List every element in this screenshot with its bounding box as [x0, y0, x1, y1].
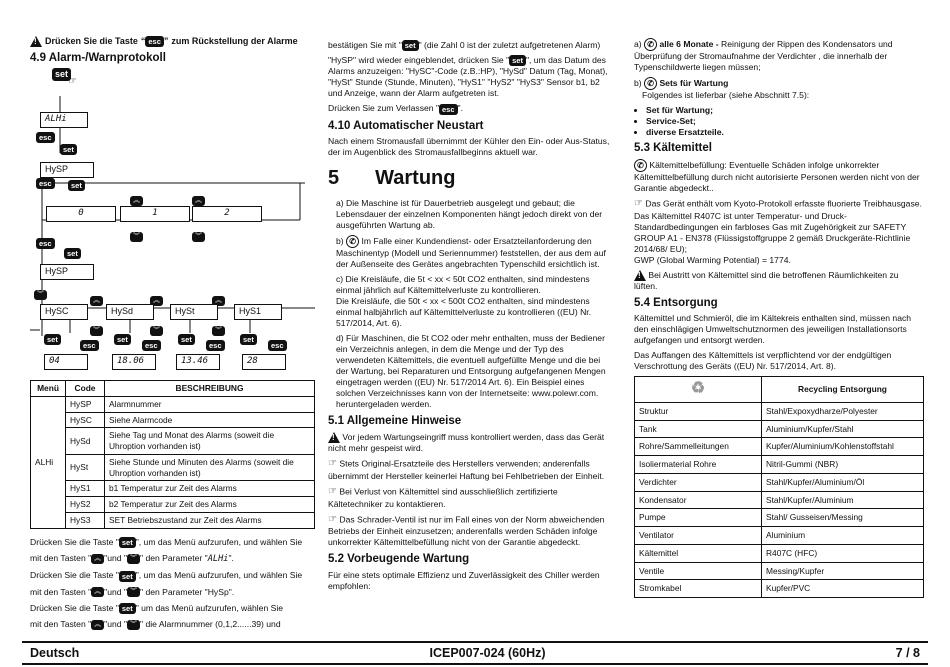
phone-service-icon: ✆ [644, 38, 657, 51]
hand-pointer-icon: ☞ [328, 513, 337, 525]
lcd-hys1-value: 28 [242, 354, 286, 370]
table-header: Recycling Entsorgung [762, 377, 924, 402]
set-key-icon: set [178, 334, 195, 345]
esc-key-icon: esc [142, 340, 161, 351]
set-key-icon: set [44, 334, 61, 345]
up-arrow-key-icon: ︽ [91, 554, 104, 564]
section-5-4-heading: 5.4 Entsorgung [634, 296, 718, 309]
table-row: Struktur Stahl/Expoxydharze/Polyester [635, 402, 924, 420]
set-key-icon: set [402, 40, 419, 51]
hand-pointer-icon: ☞ [328, 485, 337, 497]
table-row: Stromkabel Kupfer/PVC [635, 580, 924, 598]
set-key-icon: set [240, 334, 257, 345]
column-3: a) ✆ alle 6 Monate - Reinigung der Rippen des Kondensators und Überprüfung der Stromaufnahme der Verdichter , die innerhalb der Typenschildwerte liegen müssen; b) ✆ Sets für Wartung Folgendes ist lieferbar (siehe Abschnitt 7.5): • Set für Wartung; • Service-Set; • diverse Ersatzteile. 5.3 Kältemittel ✆ Kältemittelbefüllung: Eventuelle Schäden infolge unkorrekter Kältemittelbefüllung durch nicht autorisierte Personen werden nicht von der Garantie abgedeckt.. ☞ Das Gerät enthält vom Kyoto-Protokoll erfasste fluorierte Treibhausgase. Das Kältemittel R407C ist unter Temperatur- und Druck-Standardbedingungen ein farbloses Gas mit Zugehörigkeit zur SAFETY GROUP A1 - EN378 (Flüssigstoffgruppe 2 gemäß Druckgeräte-Richtlinie 2014/68/ EU); GWP (Global Warming Potential) = 1774. ! Bei Austritt von Kältemittel sind die betroffenen Räumlichkeiten zu lüften. 5.4 Entsorgung Kältemittel und Schmieröl, die im Kältekreis enthalten sind, müssen nach den einschlägigen Umweltschutznormen des jeweiligen Installationsorts aufgefangen und entsorgt werden. Das Auffangen des Kältemittels ist verpflichtend vor der endgültigen Verschrottung des Geräts ((EU) Nr. 517/2014, Art. 8). ♻ Recycling Entsorgung Struktur Stahl/Expoxydharze/Polyester Tank Aluminium/Kupfer/Stahl Rohre/Sammelleitungen Kupfer/Aluminium/Kohlenstoffstahl Isoliermaterial Rohre Nitril-Gummi (NBR) Verdichter Stahl/Kupfer/Aluminium/Öl Kondensator Stahl/Kupfer/Aluminium Pumpe Stahl/ Gusseisen/Messing Ventilator Aluminium Kältemittel R407C (HFC) Ventile Messing/Kupfer Stromkabel Kupfer/PVC [634, 38, 924, 598]
code-cell: HySC [66, 412, 105, 428]
hysp-box: HySP [40, 264, 94, 280]
page-footer [22, 641, 928, 665]
set-key-icon: set [52, 68, 71, 81]
lcd-alhi: ALHi [40, 112, 88, 128]
code-cell: HySP [66, 396, 105, 412]
table-header: Menü [31, 381, 66, 397]
down-arrow-key-icon: ︾ [150, 326, 163, 336]
esc-key-icon: esc [145, 36, 164, 47]
esc-key-icon: esc [36, 132, 55, 143]
lcd-hysc-value: 04 [44, 354, 88, 370]
down-arrow-key-icon: ︾ [212, 326, 225, 336]
table-row: Pumpe Stahl/ Gusseisen/Messing [635, 509, 924, 527]
up-arrow-key-icon: ︽ [91, 587, 104, 597]
chapter-5-heading: 5 Wartung [328, 167, 456, 190]
esc-key-icon: esc [268, 340, 287, 351]
alarm-menu-table [30, 380, 315, 529]
code-cell: HyS1 [66, 481, 105, 497]
table-row: Kondensator Stahl/Kupfer/Aluminium [635, 491, 924, 509]
section-5-2-heading: 5.2 Vorbeugende Wartung [328, 553, 470, 566]
hysp-box: HySP [40, 162, 94, 178]
maintenance-kit-list [642, 105, 924, 138]
set-key-icon: set [119, 537, 136, 548]
column-1 [30, 36, 315, 633]
down-arrow-key-icon: ︾ [192, 232, 205, 242]
esc-key-icon: esc [80, 340, 99, 351]
lcd-value-1: 1 [120, 206, 190, 222]
reset-alarm-note: ! Drücken Sie die Taste “ esc ” zum Rückstellung der Alarme [30, 36, 315, 48]
esc-key-icon: esc [439, 104, 458, 115]
lcd-value-0: 0 [46, 206, 116, 222]
paragraph: Für eine stets optimale Effizienz und Zuverlässigkeit des Chiller werden empfohlen: [328, 570, 600, 592]
up-arrow-key-icon: ︽ [91, 620, 104, 630]
code-cell: HyS2 [66, 497, 105, 513]
section-5-3-heading: 5.3 Kältemittel [634, 142, 712, 154]
table-row: Tank Aluminium/Kupfer/Stahl [635, 420, 924, 438]
table-header: Code [66, 381, 105, 397]
down-arrow-key-icon: ︾ [127, 620, 140, 630]
menu-cell: ALHi [31, 396, 66, 528]
code-cell: HySt [66, 454, 105, 481]
up-arrow-key-icon: ︽ [192, 196, 205, 206]
table-row [31, 428, 315, 455]
desc-cell: SET Betriebszustand zur Zeit des Alarms [105, 512, 315, 528]
up-arrow-key-icon: ︽ [90, 296, 103, 306]
up-arrow-key-icon: ︽ [130, 196, 143, 206]
table-header: BESCHREIBUNG [105, 381, 315, 397]
paragraph: Kältemittel und Schmieröl, die im Kältekreis enthalten sind, müssen nach den einschlägigen Umweltschutznormen des jeweiligen Installationsorts aufgefangen und entsorgt werden. [634, 313, 912, 346]
down-arrow-key-icon: ︾ [90, 326, 103, 336]
down-arrow-key-icon: ︾ [127, 587, 140, 597]
table-row [31, 481, 315, 497]
desc-cell: b2 Temperatur zur Zeit des Alarms [105, 497, 315, 513]
hysc-box: HySC [40, 304, 88, 320]
desc-cell: Siehe Tag und Monat des Alarms (soweit die Uhroption vorhanden ist) [105, 428, 315, 455]
set-key-icon: set [119, 603, 136, 614]
list-item: • diverse Ersatzteile. [646, 127, 924, 138]
down-arrow-key-icon: ︾ [127, 554, 140, 564]
table-row [31, 454, 315, 481]
hand-pointer-icon: ☞ [634, 197, 643, 209]
list-item: • Service-Set; [646, 116, 924, 127]
lcd-hysd-value: 18.06 [112, 354, 156, 370]
footer-page-number: 7 / 8 [895, 646, 920, 660]
table-row [31, 497, 315, 513]
menu-instructions: Drücken Sie die Taste " set ", um das Menü aufzurufen, und wählen Sie mit den Tasten " ︽ "und " ︾ " den Parameter "ALHi". Drücken Sie die Taste " set ", um das Menü aufzurufen, und wählen Sie mit den Tasten " ︽ "und " ︾ " den Parameter "HySp". Drücken Sie die Taste " set " um das Menü aufzurufen, wählen Sie mit den Tasten " ︽ "und " ︾ " die Alarmnummer (0,1,2......39) und [30, 536, 303, 630]
table-row: Kältemittel R407C (HFC) [635, 544, 924, 562]
section-5-1-heading: 5.1 Allgemeine Hinweise [328, 415, 462, 428]
hand-press-icon: ☞ [68, 76, 77, 88]
table-row: Ventilator Aluminium [635, 527, 924, 545]
esc-key-icon: esc [36, 178, 55, 189]
code-cell: HySd [66, 428, 105, 455]
desc-cell: b1 Temperatur zur Zeit des Alarms [105, 481, 315, 497]
recycle-icon: ♻ [690, 380, 706, 398]
hyst-box: HySt [170, 304, 218, 320]
down-arrow-key-icon: ︾ [34, 290, 47, 300]
desc-cell: Alarmnummer [105, 396, 315, 412]
alarm-log-diagram [30, 68, 320, 374]
column-2: bestätigen Sie mit " set " (die Zahl 0 ist der zuletzt aufgetretenen Alarm) "HySP" wird wieder eingeblendet, drücken Sie " set ", um das Datum des Alarms anzuzeigen: "HySC"-Code (z.B.:HP), "HySd" Datum (Tag, Monat), "HySt" Stunde (Stunde, Minuten), "HyS1" "HyS2" "HyS3" Sensor b1, b2 und Anzeige, wann der Alarm aufgetreten ist. Drücken Sie zum Verlassen " esc ". 4.10 Automatischer Neustart Nach einem Stromausfall übernimmt der Kühler den Ein- oder Aus-Status, der im Augenblick des Stromausfallbeginns aktuell war. 5 Wartung a) Die Maschine ist für Dauerbetrieb ausgelegt und gebaut; die Lebensdauer der einzelnen Komponenten hängt jedoch direkt von der ausgeführten Wartung ab. b) ✆ Im Falle einer Kundendienst- oder Ersatzteilanforderung den Maschinentyp (Modell und Seriennummer) feststellen, der aus dem auf der Außenseite des Gerätes angebrachten Typenschild ersichtlich ist. c) Die Kreisläufe, die 5t < xx < 50t CO2 enthalten, sind mindestens einmal jährlich auf Kältemittelverluste zu kontrollieren. Die Kreisläufe, die 50t < xx < 500t CO2 enthalten, sind mindestens einmal halbjährlich auf Kältemittelverluste zu kontrollieren ((EU) Nr. 517/2014, Art. 6). d) Für Maschinen, die 5t CO2 oder mehr enthalten, muss der Bediener ein Verzeichnis anlegen, in dem die Menge und der Typ des verwendeten Kältemittels, die eventuell aufgefüllte Menge und die bei der Wartung, bei Reparaturen und Entsorgung aufgefangenen Mengen eingetragen werden ((EU) Nr. 517/2014 Art. 6). Ein Beispiel eines solchen Verzeichnisses kann von der Internetseite: www.polewr.com. heruntergeladen werden. 5.1 Allgemeine Hinweise ! Vor jedem Wartungseingriff muss kontrolliert werden, dass das Gerät nicht mehr gespeist wird. ☞ Stets Original-Ersatzteile des Herstellers verwenden; anderenfalls übernimmt der Hersteller keinerlei Haftung bei Fehlbetrieben der Einheit. ☞ Bei Verlust von Kältemittel sind ausschließlich zertifizierte Kältetechniker zu kontaktieren. ☞ Das Schrader-Ventil ist nur im Fall eines von der Norm abweichenden Betriebs der Einheit einzusetzen; anderenfalls werden Schäden infolge unkorrekter Kältemittelbefüllung nicht von der Garantie abgedeckt. 5.2 Vorbeugende Wartung Für eine stets optimale Effizienz und Zuverlässigkeit des Chiller werden empfohlen: [328, 40, 613, 596]
table-row: Verdichter Stahl/Kupfer/Aluminium/Öl [635, 473, 924, 491]
recycling-table [634, 376, 924, 598]
table-row [31, 412, 315, 428]
down-arrow-key-icon: ︾ [130, 232, 143, 242]
table-row: Rohre/Sammelleitungen Kupfer/Aluminium/Kohlenstoffstahl [635, 438, 924, 456]
set-key-icon: set [114, 334, 131, 345]
paragraph: a) Die Maschine ist für Dauerbetrieb ausgelegt und gebaut; die Lebensdauer der einzelnen Komponenten hängt jedoch direkt von der ausgeführten Wartung ab. [336, 198, 603, 231]
esc-key-icon: esc [36, 238, 55, 249]
set-key-icon: set [119, 571, 136, 582]
section-4-9-heading: 4.9 Alarm-/Warnprotokoll [30, 51, 166, 64]
warning-icon [634, 270, 646, 281]
hand-pointer-icon: ☞ [328, 457, 337, 469]
table-row: Isoliermaterial Rohre Nitril-Gummi (NBR) [635, 456, 924, 474]
up-arrow-key-icon: ︽ [150, 296, 163, 306]
up-arrow-key-icon: ︽ [212, 296, 225, 306]
set-key-icon: set [64, 248, 81, 259]
lcd-hyst-value: 13.46 [176, 354, 220, 370]
warning-icon [30, 36, 42, 47]
phone-service-icon: ✆ [634, 159, 647, 172]
desc-cell: Siehe Alarmcode [105, 412, 315, 428]
set-key-icon: set [60, 144, 77, 155]
set-key-icon: set [509, 55, 526, 66]
esc-key-icon: esc [206, 340, 225, 351]
desc-cell: Siehe Stunde und Minuten des Alarms (soweit die Uhroption vorhanden ist) [105, 454, 315, 481]
warning-icon [328, 432, 340, 443]
paragraph: Nach einem Stromausfall übernimmt der Kühler den Ein- oder Aus-Status, der im Augenblick des Stromausfallbeginns aktuell war. [328, 136, 610, 158]
section-4-10-heading: 4.10 Automatischer Neustart [328, 119, 484, 132]
table-row [31, 512, 315, 528]
table-row: Ventile Messing/Kupfer [635, 562, 924, 580]
code-cell: HyS3 [66, 512, 105, 528]
table-row [31, 396, 315, 412]
hysd-box: HySd [106, 304, 154, 320]
lcd-value-2: 2 [192, 206, 262, 222]
footer-language: Deutsch [30, 646, 80, 660]
list-item: • Set für Wartung; [646, 105, 924, 116]
hys1-box: HyS1 [234, 304, 282, 320]
phone-service-icon: ✆ [346, 235, 359, 248]
footer-document-code: ICEP007-024 (60Hz) [429, 646, 546, 660]
paragraph: Das Auffangen des Kältemittels ist verpflichtend vor der endgültigen Verschrottung des Geräts ((EU) Nr. 517/2014, Art. 8). [634, 350, 892, 372]
set-key-icon: set [68, 180, 85, 191]
paragraph: d) Für Maschinen, die 5t CO2 oder mehr enthalten, muss der Bediener ein Verzeichnis anlegen, in dem die Menge und der Typ des verwendeten Kältemittels, die eventuell aufgefüllte Menge und die bei der Wartung, bei Reparaturen und Entsorgung aufgefangenen Mengen eingetragen werden ((EU) Nr. 517/2014 Art. 6). Ein Beispiel eines solchen Verzeichnisses kann von der Internetseite: www.polewr.com. heruntergeladen werden. [336, 333, 606, 410]
phone-service-icon: ✆ [644, 77, 657, 90]
